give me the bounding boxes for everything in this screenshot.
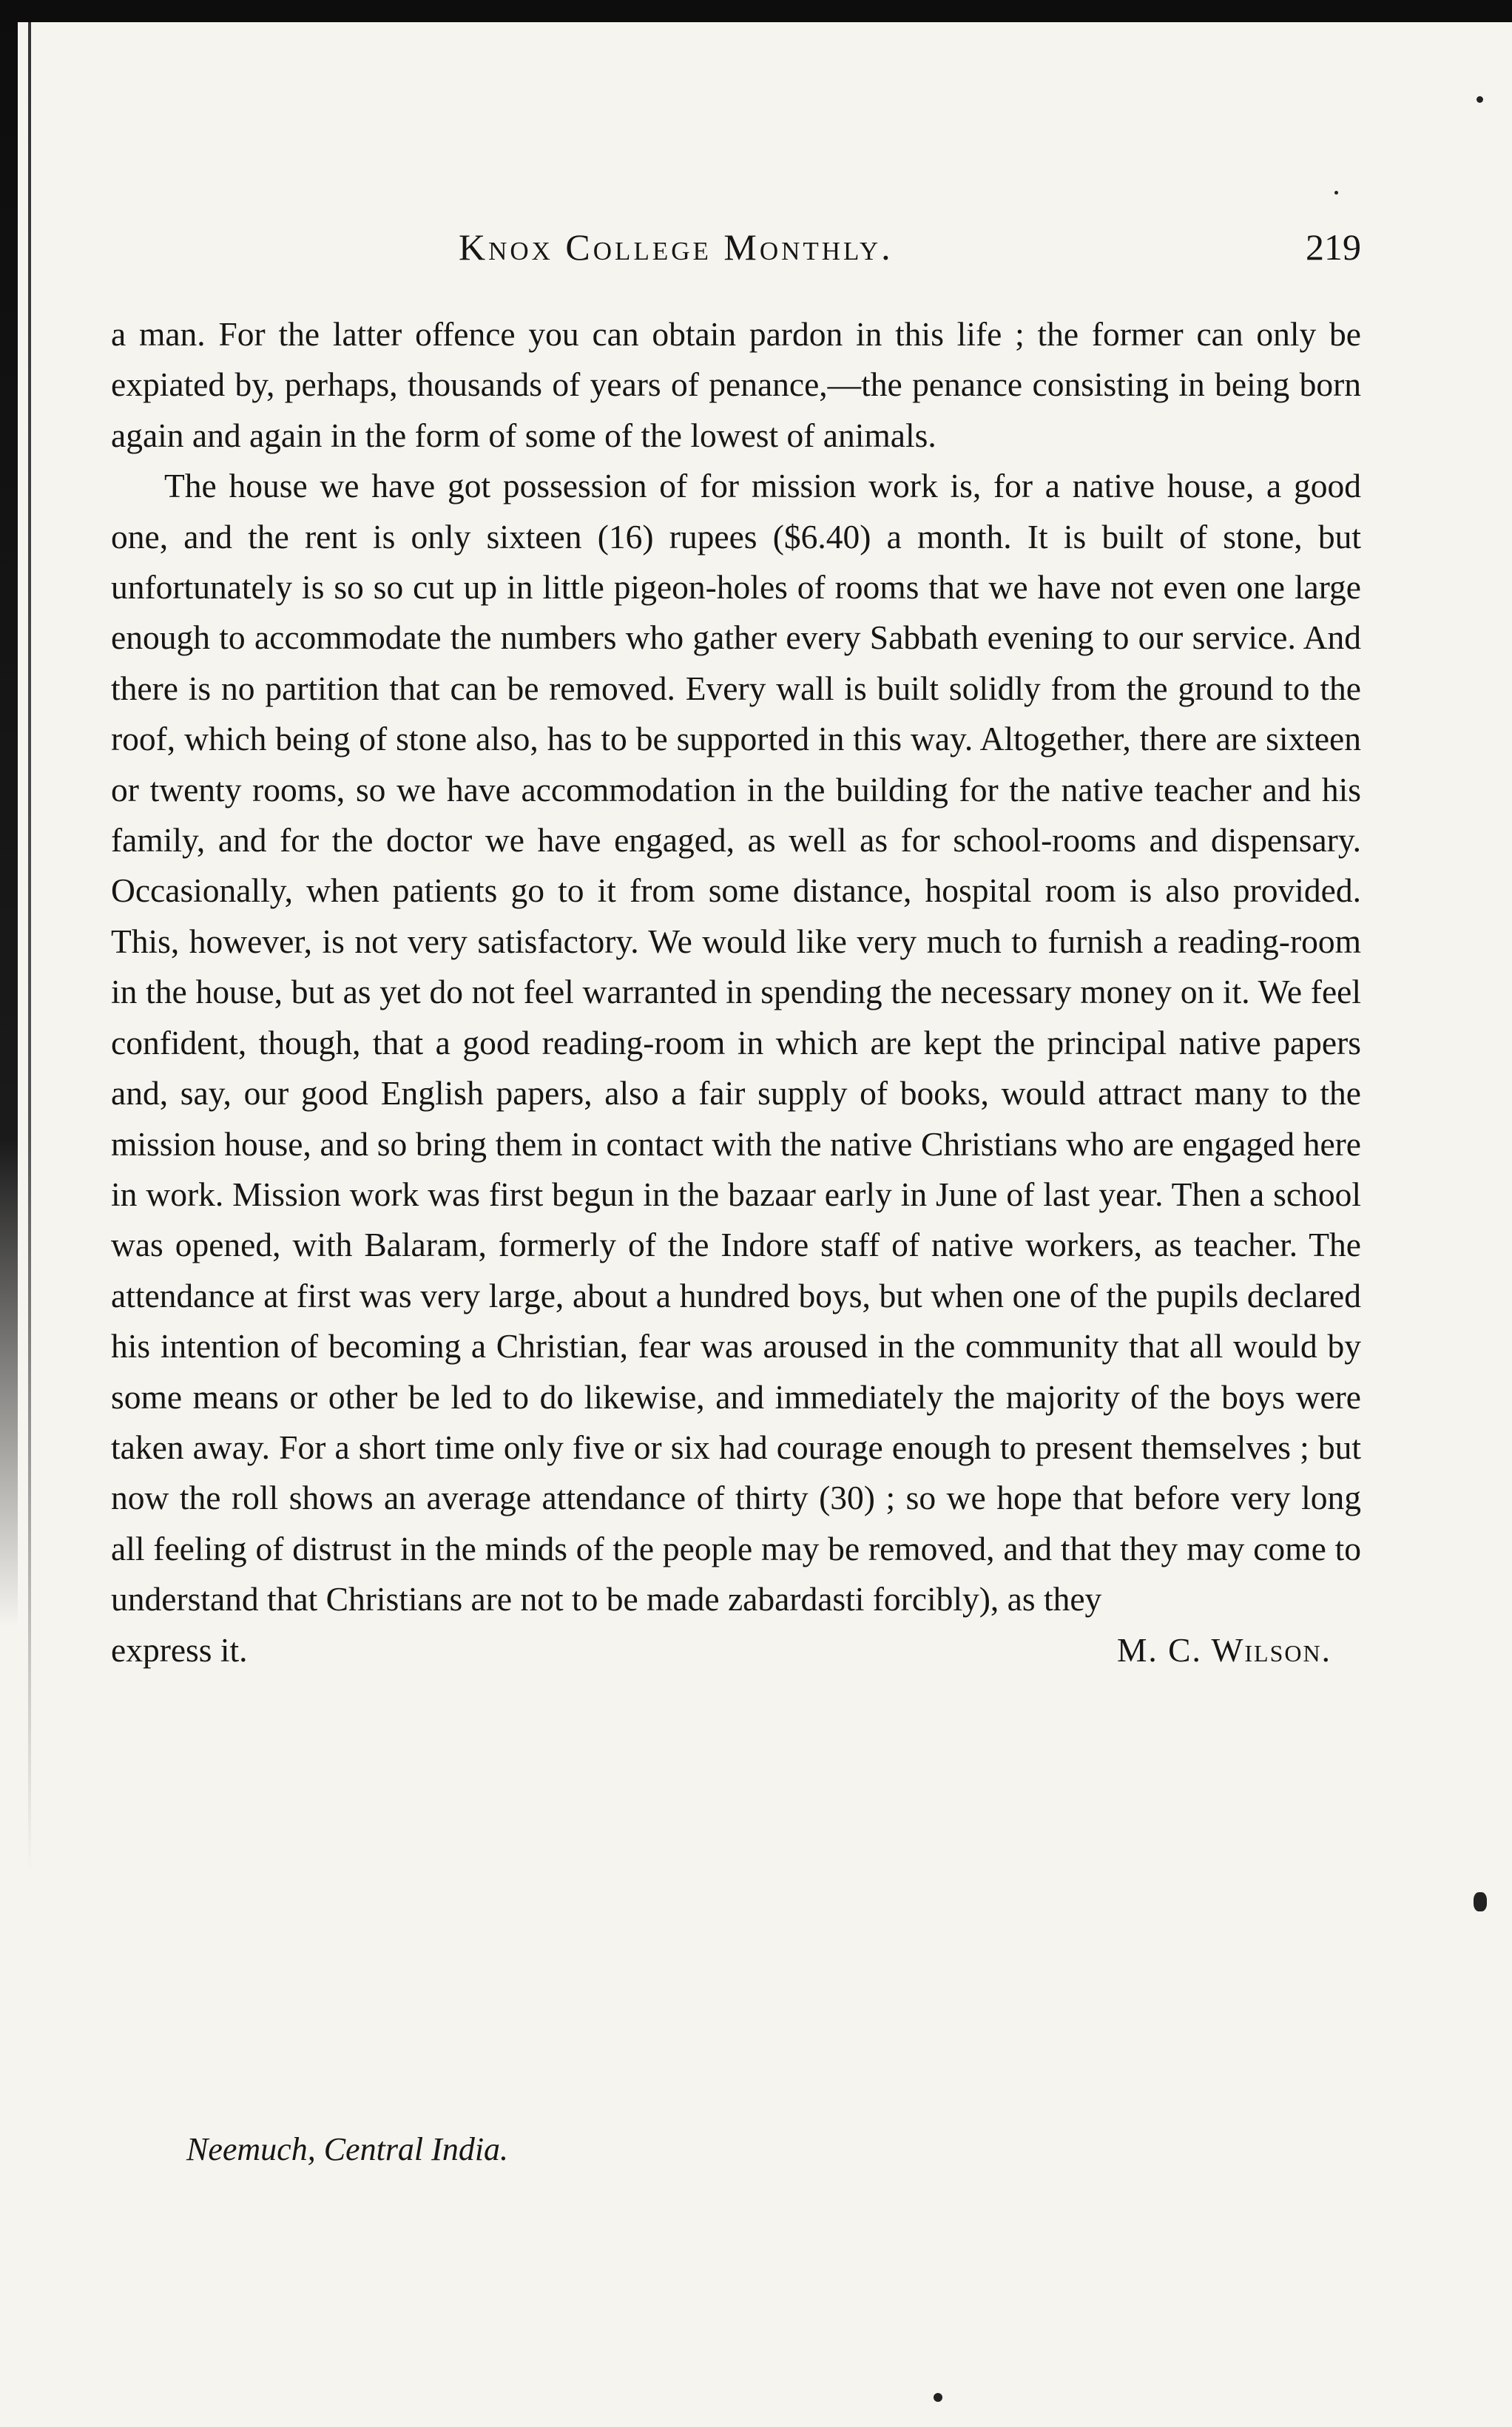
paragraph-continued: a man. For the latter offence you can obtain pardon in this life ; the former can only be expiated by, perhaps, thousands of years of penance,—the penance consisting in being born again and again in the form of some of the lowest of animals. bbox=[111, 315, 1361, 454]
journal-title: Knox College Monthly. bbox=[459, 226, 894, 268]
scan-left-border bbox=[0, 0, 18, 1627]
closing-text: express it. bbox=[111, 1630, 248, 1669]
paragraph-mission-house: The house we have got possession of for mission work is, for a native house, a good one, and the rent is only sixteen (16) rupees ($6.40) a month. It is built of stone, but unfortunately is so so cut up in little pigeon-holes of rooms that we have not even one large enough to accommodate the numbers who gather every Sabbath evening to our service. And there is no partition that can be removed. Every wall is built solidly from the ground to the roof, which being of stone also, has to be supported in this way. Altogether, there are sixteen or twenty rooms, so we have accommodation in the building for the native teacher and his family, and for the doctor we have engaged, as well as for school-rooms and dispensary. Occasionally, when patients go to it from some distance, hospital room is also provided. This, however, is not very satisfactory. We would like very much to furnish a reading-room in the house, but as yet do not feel warranted in spending the necessary money on it. We feel confident, though, that a good reading-room in which are kept the principal native papers and, say, our good English papers, also a fair supply of books, would attract many to the mission house, and so bring them in contact with the native Christians who are engaged here in work. Mission work was first begun in the bazaar early in June of last year. Then a school was opened, with Balaram, formerly of the Indore staff of native workers, as teacher. The attendance at first was very large, about a hundred boys, but when one of the pupils declared his intention of becoming a Christian, fear was aroused in the community that all would by some means or other be led to do likewise, and immediately the majority of the boys were taken away. For a short time only five or six had courage enough to present themselves ; but now the roll shows an average attendance of thirty (30) ; so we hope that before very long all feeling of distrust in the minds of the people may be removed, and that they may come to understand that Christians are not to be made zabardasti forcibly), as they bbox=[111, 467, 1361, 1618]
author-signature: M. C. Wilson. bbox=[1116, 1630, 1332, 1669]
scan-speck bbox=[1334, 191, 1338, 195]
scan-speck bbox=[1476, 96, 1483, 103]
running-head bbox=[111, 226, 1361, 277]
dateline-place: Neemuch, Central India. bbox=[186, 2131, 509, 2167]
article-body bbox=[111, 309, 1361, 1675]
scan-speck bbox=[934, 2393, 942, 2402]
page-number: 219 bbox=[1306, 226, 1361, 268]
closing-line bbox=[111, 1625, 1361, 1675]
scan-left-edge-line bbox=[28, 22, 31, 1871]
scan-speck bbox=[1474, 1892, 1487, 1911]
scan-top-border bbox=[0, 0, 1512, 22]
